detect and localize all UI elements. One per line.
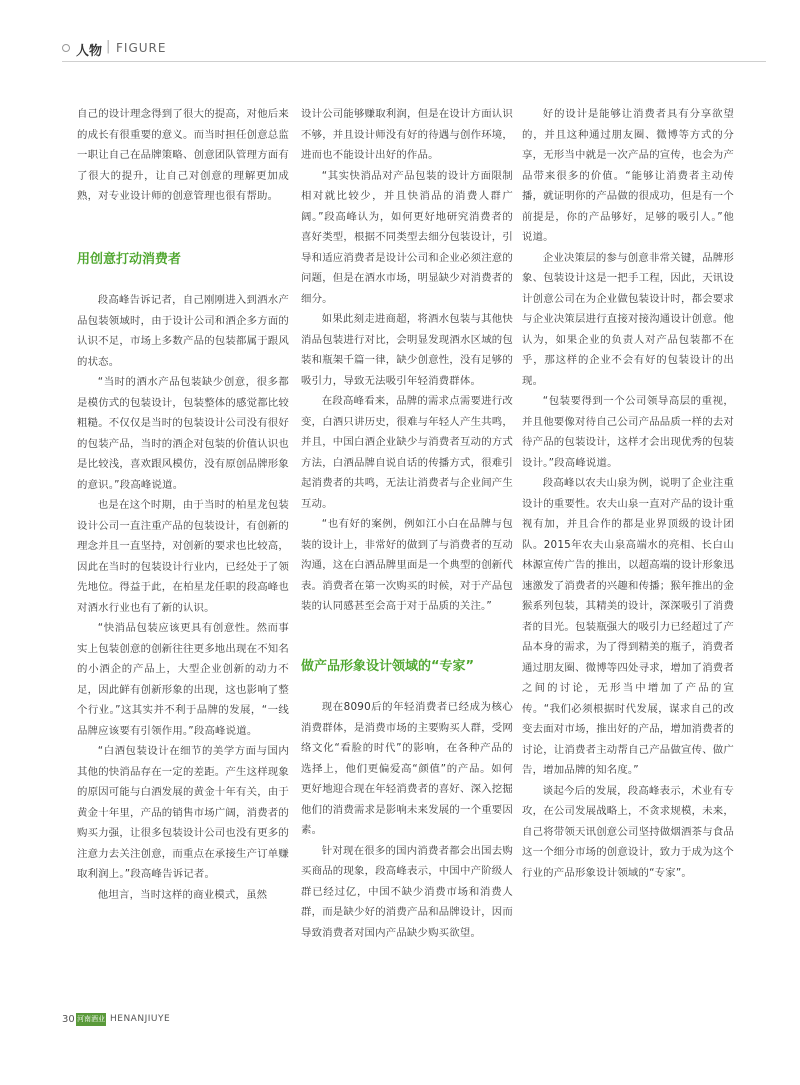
paragraph: 段高峰告诉记者，自己刚刚进入到酒水产品包装领域时，由于设计公司和酒企多方面的认识不足，市场上多数产品的包装都属于跟风的状态。 — [77, 294, 289, 368]
paragraph: 在段高峰看来，品牌的需求点需要进行改变，白酒只讲历史，很难与年轻人产生共鸣，并且，中国白酒企业缺少与消费者互动的方式方法，白酒品牌自说自话的传播方式，很难引起消费者的共鸣，无法让消费者与企业间产生互动。 — [301, 395, 513, 510]
page-header — [62, 38, 762, 60]
paragraph: 也是在这个时期，由于当时的柏星龙包装设计公司一直注重产品的包装设计，有创新的理念并且一直坚持，对创新的要求也比较高，因此在当时的包装设计行业内，已经处于了领先地位。得益于此，在柏星龙任职的段高峰也对酒水行业也有了新的认识。 — [77, 499, 289, 614]
section-title-en: FIGURE — [116, 41, 167, 55]
paragraph: 企业决策层的参与创意非常关键，品牌形象、包装设计这是一把手工程，因此，天讯设计创意公司在为企业做包装设计时，都会要求与企业决策层进行直接对接沟通设计创意。他认为，如果企业的负责人对产品包装都不在乎，那这样的企业不会有好的包装设计的出现。 — [522, 251, 734, 387]
paragraph: “快消品包装应该更具有创意性。然而事实上包装创意的创新往往更多地出现在不知名的小酒企的产品上，大型企业创新的动力不足，因此鲜有创新形象的出现，这也影响了整个行业。”这其实并不利于品牌的发展，“一线品牌应该要有引领作用。”段高峰说道。 — [77, 622, 289, 737]
paragraph: “也有好的案例，例如江小白在品牌与包装的设计上，非常好的做到了与消费者的互动沟通，这在白酒品牌里面是一个典型的创新代表。消费者在第一次购买的时候，对于产品包装的认同感甚至会高于对于品质的关注。” — [301, 518, 513, 612]
paragraph: “白酒包装设计在细节的美学方面与国内其他的快消品存在一定的差距。产生这样现象的原因可能与白酒发展的黄金十年有关，由于黄金十年里，产品的销售市场广阔，消费者的购买力强，让很多包装设计公司也没有更多的注意力去关注创意，而重点在承接生产订单赚取利润上。”段高峰告诉记者。 — [77, 745, 289, 880]
section-title-cn: 人物 — [76, 44, 103, 59]
article-column-2 — [301, 104, 513, 943]
paragraph: 针对现在很多的国内消费者都会出国去购买商品的现象，段高峰表示，中国中产阶级人群已经过亿，中国不缺少消费市场和消费人群，而是缺少好的消费产品和品牌设计，因而导致消费者对国内产品缺少购买欲望。 — [301, 844, 513, 939]
page-number: 30 — [62, 1014, 75, 1025]
paragraph: 好的设计是能够让消费者具有分享欲望的，并且这种通过朋友圈、微博等方式的分享，无形当中就是一次产品的宣传，也会为产品带来很多的价值。“能够让消费者主动传播，就证明你的产品做的很成功，但是有一个前提是，你的产品够好，足够的吸引人。”他说道。 — [522, 108, 734, 243]
paragraph: “其实快消品对产品包装的设计方面限制相对就比较少，并且快消品的消费人群广阔。”段高峰认为，如何更好地研究消费者的喜好类型，根据不同类型去细分包装设计，引导和适应消费者是设计公司和企业必须注意的问题，但是在酒水市场，明显缺少对消费者的细分。 — [301, 169, 513, 305]
paragraph: 设计公司能够赚取利润，但是在设计方面认识不够，并且设计师没有好的待遇与创作环境，进而也不能设计出好的作品。 — [301, 108, 513, 161]
header-divider — [62, 61, 766, 62]
paragraph: 谈起今后的发展，段高峰表示，术业有专攻，在公司发展战略上，不贪求规模，未来，自己将带领天讯创意公司坚持做烟酒茶与食品这一个细分市场的创意设计，致力于成为这个行业的产品形象设计领域的“专家”。 — [522, 784, 734, 879]
article-column-3 — [522, 104, 734, 883]
paragraph: 段高峰以农夫山泉为例，说明了企业注重设计的重要性。农夫山泉一直对产品的设计重视有加，并且合作的都是业界顶级的设计团队。2015年农夫山泉高端水的亮相、长白山林源宣传广告的推出，以超高端的设计形象迅速激发了消费者的兴趣和传播；猴年推出的金猴系列包装，其精美的设计，深深吸引了消费者的目光。包装瓶强大的吸引力已经超过了产品本身的需求，为了得到精美的瓶子，消费者通过朋友圈、微博等四处寻求，增加了消费者之间的讨论，无形当中增加了产品的宣传。“我们必须根据时代发展，谋求自己的改变去面对市场，推出好的产品，增加消费者的讨论，让消费者主动帮自己产品做宣传、做广告，增加品牌的知名度。” — [522, 477, 734, 776]
section-separator: | — [106, 39, 111, 54]
section-heading-2: 做产品形象设计领域的“专家” — [301, 658, 475, 674]
paragraph: “包装要得到一个公司领导高层的重视，并且他要像对待自己公司产品品质一样的去对待产品的包装设计，这样才会出现优秀的包装设计。”段高峰说道。 — [522, 395, 734, 469]
paragraph: 他坦言，当时这样的商业模式，虽然 — [97, 888, 268, 901]
magazine-logo: 河南酒业 — [76, 1013, 106, 1026]
paragraph: 现在8090后的年轻消费者已经成为核心消费群体，是消费市场的主要购买人群，受网络文化“看脸的时代”的影响，在各种产品的选择上，他们更偏爱高“颜值”的产品。如何更好地迎合现在年轻消费者的喜好、深入挖掘他们的消费需求是影响未来发展的一个重要因素。 — [301, 701, 513, 836]
paragraph: 自己的设计理念得到了很大的提高，对他后来的成长有很重要的意义。而当时担任创意总监一职让自己在品牌策略、创意团队管理方面有了很大的提升，让自己对创意的理解更加成熟，对专业设计师的创意管理也很有帮助。 — [77, 108, 289, 202]
article-column-1 — [77, 104, 289, 905]
magazine-name: HENANJIUYE — [110, 1014, 171, 1024]
paragraph: “当时的酒水产品包装缺少创意，很多都是模仿式的包装设计，包装整体的感觉都比较粗糙。不仅仅是当时的包装设计公司没有很好的包装产品，当时的酒企对包装的价值认识也是比较浅，喜欢跟风模仿，没有原创品牌形象的意识。”段高峰说道。 — [77, 376, 289, 491]
paragraph: 如果此刻走进商超，将酒水包装与其他快消品包装进行对比，会明显发现酒水区域的包装和瓶架千篇一律，缺少创意性，没有足够的吸引力，导致无法吸引年轻消费群体。 — [301, 313, 513, 387]
section-heading-1: 用创意打动消费者 — [77, 251, 182, 267]
section-bullet-icon — [62, 44, 70, 52]
